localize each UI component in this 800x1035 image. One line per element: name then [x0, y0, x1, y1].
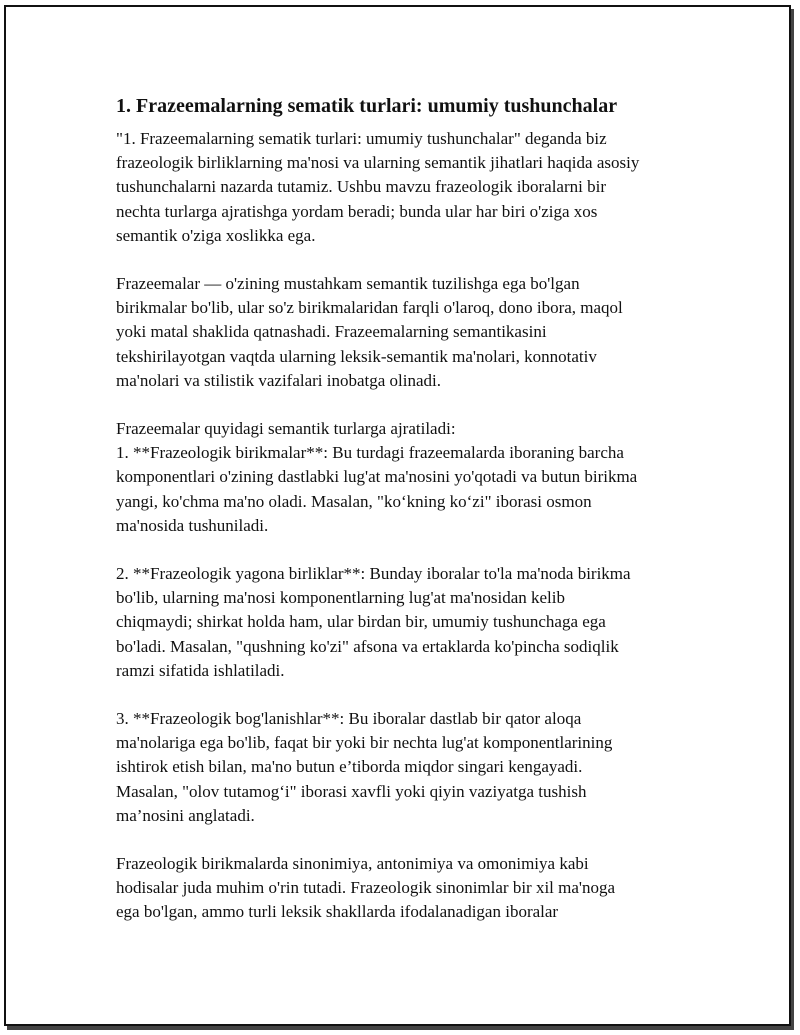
text-line: yoki matal shaklida qatnashadi. Frazeemalarning semantikasini — [116, 322, 547, 342]
text-line: Frazeemalar — o'zining mustahkam semantik tuzilishga ega bo'lgan — [116, 274, 580, 294]
text-line: semantik o'ziga xoslikka ega. — [116, 225, 316, 245]
document-body — [116, 92, 696, 949]
paragraph-synonymy — [116, 852, 696, 925]
text-line: Masalan, "olov tutamog‘i" iborasi xavfli yoki qiyin vaziyatga tushish — [116, 781, 587, 801]
text-line: Frazeologik birikmalarda sinonimiya, antonimiya va omonimiya kabi — [116, 854, 589, 874]
text-line: ishtirok etish bilan, ma'no butun e’tiborda miqdor singari kengayadi. — [116, 757, 583, 777]
text-line: tekshirilayotgan vaqtda ularning leksik-semantik ma'nolari, konnotativ — [116, 346, 597, 366]
text-line: bo'lib, ularning ma'nosi komponentlarning lug'at ma'nosidan kelib — [116, 588, 565, 608]
text-line: bo'ladi. Masalan, "qushning ko'zi" afsona va ertaklarda ko'pincha sodiqlik — [116, 636, 619, 656]
text-line: ma’nosini anglatadi. — [116, 805, 255, 825]
text-line: ma'nolari va stilistik vazifalari inobatga olinadi. — [116, 370, 442, 390]
text-line: birikmalar bo'lib, ular so'z birikmalaridan farqli o'laroq, dono ibora, maqol — [116, 298, 623, 318]
text-line: 3. **Frazeologik bog'lanishlar**: Bu iboralar dastlab bir qator aloqa — [116, 709, 582, 729]
text-line: frazeologik birliklarning ma'nosi va ularning semantik jihatlari haqida asosiy — [116, 153, 640, 173]
text-line: ramzi sifatida ishlatiladi. — [116, 660, 285, 680]
paragraph-types-list-2 — [116, 562, 696, 683]
text-line: 2. **Frazeologik yagona birliklar**: Bunday iboralar to'la ma'noda birikma — [116, 564, 631, 584]
text-line: nechta turlarga ajratishga yordam beradi; bunda ular har biri o'ziga xos — [116, 201, 598, 221]
text-line: hodisalar juda muhim o'rin tutadi. Frazeologik sinonimlar bir xil ma'noga — [116, 878, 616, 898]
text-line: Frazeemalar quyidagi semantik turlarga ajratiladi: — [116, 419, 456, 439]
paragraph-intro — [116, 127, 696, 248]
paragraph-types-list-1 — [116, 417, 696, 538]
text-line: chiqmaydi; shirkat holda ham, ular birdan bir, umumiy tushunchaga ega — [116, 612, 606, 632]
text-line: komponentlari o'zining dastlabki lug'at ma'nosini yo'qotadi va butun birikma — [116, 467, 638, 487]
paragraph-definition — [116, 272, 696, 393]
document-title: 1. Frazeemalarning sematik turlari: umumiy tushunchalar — [116, 95, 618, 117]
text-line: 1. **Frazeologik birikmalar**: Bu turdagi frazeemalarda iboraning barcha — [116, 443, 624, 463]
paragraph-types-list-3 — [116, 707, 696, 828]
text-line: tushunchalarni nazarda tutamiz. Ushbu mavzu frazeologik iboralarni bir — [116, 177, 606, 197]
text-line: ega bo'lgan, ammo turli leksik shakllarda ifodalanadigan iboralar — [116, 902, 559, 922]
text-line: "1. Frazeemalarning sematik turlari: umumiy tushunchalar" deganda biz — [116, 129, 607, 148]
text-line: ma'nosida tushuniladi. — [116, 515, 269, 535]
text-line: ma'nolariga ega bo'lib, faqat bir yoki bir nechta lug'at komponentlarining — [116, 733, 613, 753]
text-line: yangi, ko'chma ma'no oladi. Masalan, "ko‘kning ko‘zi" iborasi osmon — [116, 491, 592, 511]
